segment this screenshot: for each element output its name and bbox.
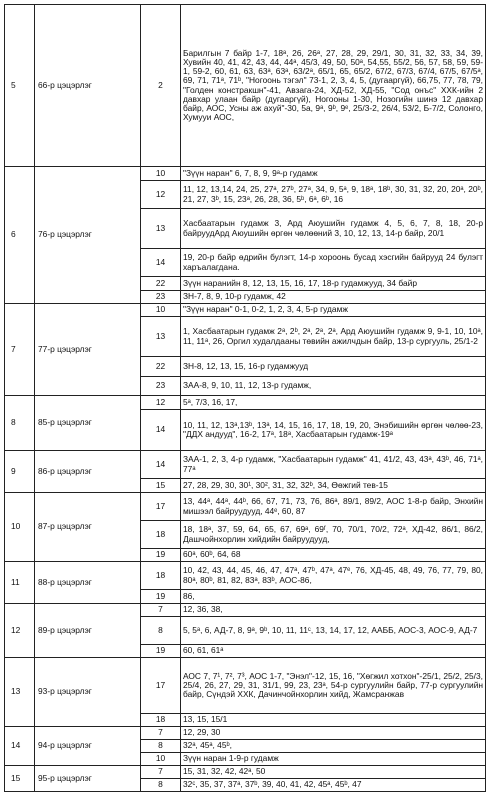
kindergarten-name: 94-р цэцэрлэг [35, 727, 141, 766]
address-list: 13, 44ᵃ, 44ᵃ, 44ᵇ, 66, 67, 71, 73, 76, 86ᵃ, 89/1, 89/2, АОС 1-8-р байр, Энхийн мишээл байруудууд, 44ᵉ, 60, 87 [181, 493, 486, 521]
address-list: "Зүүн наран" 0-1, 0-2, 1, 2, 3, 4, 5-р гудамж [181, 304, 486, 317]
address-list: Барилгын 7 байр 1-7, 18ᵃ, 26, 26ᵃ, 27, 28, 29, 29/1, 30, 31, 32, 33, 34, 39, Хувийн 40, 41, 42, 43, 44, 44ᵃ, 45/3, 49, 50, 50ᵃ, 54,55, 55/2, 56, 57, 58, 59, 59-1, 59-2, 60, 61, 63, 63ᵃ, 63ᵃ, 63/2ᵃ, 65/1, 65, 65/2, 67/2, 67/3, 67/4, 67/5, 67/5ᵃ, 69, 71, 71ᵃ, 71ᵇ, "Ногоонь тэгэл" 73-1, 2, 3, 4, 5, (дугааргүй), 66,75, 77, 78, 79, "Голден констракшн"-41, Авзага-24, ХД-52, ХД-55, "Сод онъс" ХХК-ийн 2 давхар улаан байр (дугааргүй), Ногооны 1-30, Нозогийн шинэ 12 давхар байр, АОС, Усны аж ахуй"-30, 5а, 9ᵃ, 9ᵇ, 9ᵉ, 25/3-2, 26/4, 53/2, Б-7/2, Солонго, Хумууи АОС, [181, 5, 486, 167]
row-number: 14 [5, 727, 35, 766]
row-number: 6 [5, 167, 35, 304]
address-list: 15, 31, 32, 42, 42ᵃ, 50 [181, 766, 486, 779]
sub-district-number: 10 [141, 304, 181, 317]
kindergarten-name: 77-р цэцэрлэг [35, 304, 141, 396]
address-list: 10, 42, 43, 44, 45, 46, 47, 47ᵃ, 47ᵇ, 47ᵃ, 47ᵉ, 76, ХД-45, 48, 49, 76, 77, 79, 80, 80ᵃ, 80ᵇ, 81, 82, 83ᵃ, 83ᵇ, АОС-86, [181, 562, 486, 590]
row-number: 11 [5, 562, 35, 604]
table-row [5, 451, 486, 479]
address-list: ЗН-7, 8, 9, 10-р гудамж, 42 [181, 291, 486, 304]
table-row [5, 562, 486, 590]
address-list: 12, 29, 30 [181, 727, 486, 740]
sub-district-number: 23 [141, 291, 181, 304]
sub-district-number: 18 [141, 562, 181, 590]
table-row [5, 727, 486, 740]
address-list: 5, 5ᵃ, 6, АД-7, 8, 9ᵃ, 9ᵇ, 10, 11, 11ᶜ, 13, 14, 17, 12, ААББ, АОС-3, АОС-9, АД-7 [181, 617, 486, 645]
address-table [4, 4, 486, 792]
sub-district-number: 14 [141, 410, 181, 451]
sub-district-number: 18 [141, 714, 181, 727]
address-list: 60, 61, 61ᵃ [181, 645, 486, 658]
sub-district-number: 10 [141, 753, 181, 766]
sub-district-number: 15 [141, 479, 181, 493]
sub-district-number: 2 [141, 5, 181, 167]
address-list: ЗАА-1, 2, 3, 4-р гудамж, "Хасбаатарын гудамж" 41, 41/2, 43, 43ᵃ, 43ᵇ, 46, 71ᵃ, 77ᵃ [181, 451, 486, 479]
sub-district-number: 7 [141, 604, 181, 617]
sub-district-number: 13 [141, 317, 181, 357]
table-row [5, 167, 486, 181]
row-number: 10 [5, 493, 35, 562]
row-number: 15 [5, 766, 35, 792]
table-row [5, 658, 486, 714]
address-list: 1, Хасбаатарын гудамж 2ᵃ, 2ᵇ, 2ᵃ, 2ᵃ, 2ᵃ, Ард Аюушийн гудамж 9, 9-1, 10, 10ᵃ, 11, 11ᵃ, 26, Оргил худалдааны төвийн ажилчдын байр, 13-р сургууль, 25/1-2 [181, 317, 486, 357]
table-row [5, 396, 486, 410]
table-row [5, 766, 486, 779]
sub-district-number: 19 [141, 645, 181, 658]
address-list: 32ᶜ, 35, 37, 37ᵃ, 37ᵇ, 39, 40, 41, 42, 45ᵃ, 45ᵇ, 47 [181, 779, 486, 792]
kindergarten-name: 88-р цэцэрлэг [35, 562, 141, 604]
kindergarten-name: 66-р цэцэрлэг [35, 5, 141, 167]
address-list: Зүүн наранийн 8, 12, 13, 15, 16, 17, 18-р гудамжууд, 34 байр [181, 277, 486, 291]
table-row [5, 493, 486, 521]
address-list: 27, 28, 29, 30, 30¹, 30², 31, 32, 32ᵇ, 34, Өөжгий тев-15 [181, 479, 486, 493]
sub-district-number: 22 [141, 357, 181, 377]
address-list: 13, 15, 15/1 [181, 714, 486, 727]
sub-district-number: 17 [141, 658, 181, 714]
sub-district-number: 13 [141, 209, 181, 249]
sub-district-number: 12 [141, 181, 181, 209]
address-list: ЗАА-8, 9, 10, 11, 12, 13-р гудамж, [181, 377, 486, 396]
kindergarten-name: 89-р цэцэрлэг [35, 604, 141, 658]
table-row [5, 5, 486, 167]
address-list: 60ᵃ, 60ᵇ, 64, 68 [181, 549, 486, 562]
sub-district-number: 10 [141, 167, 181, 181]
kindergarten-name: 93-р цэцэрлэг [35, 658, 141, 727]
sub-district-number: 12 [141, 396, 181, 410]
kindergarten-name: 86-р цэцэрлэг [35, 451, 141, 493]
sub-district-number: 23 [141, 377, 181, 396]
address-list: 12, 36, 38, [181, 604, 486, 617]
sub-district-number: 14 [141, 451, 181, 479]
address-list: 32ᵃ, 45ᵃ, 45ᵇ, [181, 740, 486, 753]
address-list: 5ᵃ, 7/3, 16, 17, [181, 396, 486, 410]
address-list: 86, [181, 590, 486, 604]
address-list: Зүүн наран 1-9-р гудамж [181, 753, 486, 766]
sub-district-number: 14 [141, 249, 181, 277]
table-row [5, 304, 486, 317]
row-number: 9 [5, 451, 35, 493]
address-list: АОС 7, 7¹, 7², 7³, АОС 1-7, "Энэл"-12, 15, 16, "Хөгжил хотхон"-25/1, 25/2, 25/3, 25/4, 26, 27, 29, 31, 31/1, 99, 23, 23ᵃ, 54-р сургуулийн байр, 77-р сургуулийн байр, Сүндэй ХХК, Дачинчойнхорлин хийд, Жамсранжав [181, 658, 486, 714]
sub-district-number: 18 [141, 521, 181, 549]
kindergarten-name: 87-р цэцэрлэг [35, 493, 141, 562]
address-list: 10, 11, 12, 13ᵃ,13ᵇ, 13ᵃ, 14, 15, 16, 17, 18, 19, 20, Энэбишийн өргөн чөлөө-23, "ДДХ андууд", 16-2, 17ᵃ, 18ᵃ, Хасбаатарын гудамж-19ᵃ [181, 410, 486, 451]
row-number: 8 [5, 396, 35, 451]
address-list: ЗН-8, 12, 13, 15, 16-р гудамжууд [181, 357, 486, 377]
table-row [5, 604, 486, 617]
address-list: "Зүүн наран" 6, 7, 8, 9, 9ᵃ-р гудамж [181, 167, 486, 181]
sub-district-number: 8 [141, 779, 181, 792]
kindergarten-name: 76-р цэцэрлэг [35, 167, 141, 304]
address-list: 11, 12, 13,14, 24, 25, 27ᵃ, 27ᵇ, 27ᵃ, 34, 9, 5ᵃ, 9, 18ᵃ, 18ᵇ, 30, 31, 32, 20, 20ᵃ, 20ᵇ, 21, 27, 3ᵇ, 15, 23ᵃ, 26, 28, 36, 5ᵇ, 6ᵃ, 6ᵇ, 16 [181, 181, 486, 209]
sub-district-number: 7 [141, 727, 181, 740]
row-number: 7 [5, 304, 35, 396]
row-number: 12 [5, 604, 35, 658]
address-list: 18, 18ᵃ, 37, 59, 64, 65, 67, 69ᵃ, 69ᶠ, 70, 70/1, 70/2, 72ᵃ, ХД-42, 86/1, 86/2, Дашчойнхорлин хийдийн байруудууд, [181, 521, 486, 549]
sub-district-number: 8 [141, 617, 181, 645]
sub-district-number: 7 [141, 766, 181, 779]
sub-district-number: 17 [141, 493, 181, 521]
address-list: Хасбаатарын гудамж 3, Ард Аюушийн гудамж 4, 5, 6, 7, 8, 18, 20-р байруудАрд Аюушийн өргөн чөлөөний 3, 10, 12, 13, 14-р байр, 20/1 [181, 209, 486, 249]
row-number: 5 [5, 5, 35, 167]
sub-district-number: 22 [141, 277, 181, 291]
kindergarten-name: 95-р цэцэрлэг [35, 766, 141, 792]
sub-district-number: 19 [141, 590, 181, 604]
address-list: 19, 20-р байр өдрийн булэгт, 14-р хороонь бусад хэсгийн байрууд 24 булэгт харъалагдана. [181, 249, 486, 277]
sub-district-number: 19 [141, 549, 181, 562]
row-number: 13 [5, 658, 35, 727]
kindergarten-name: 85-р цэцэрлэг [35, 396, 141, 451]
sub-district-number: 8 [141, 740, 181, 753]
